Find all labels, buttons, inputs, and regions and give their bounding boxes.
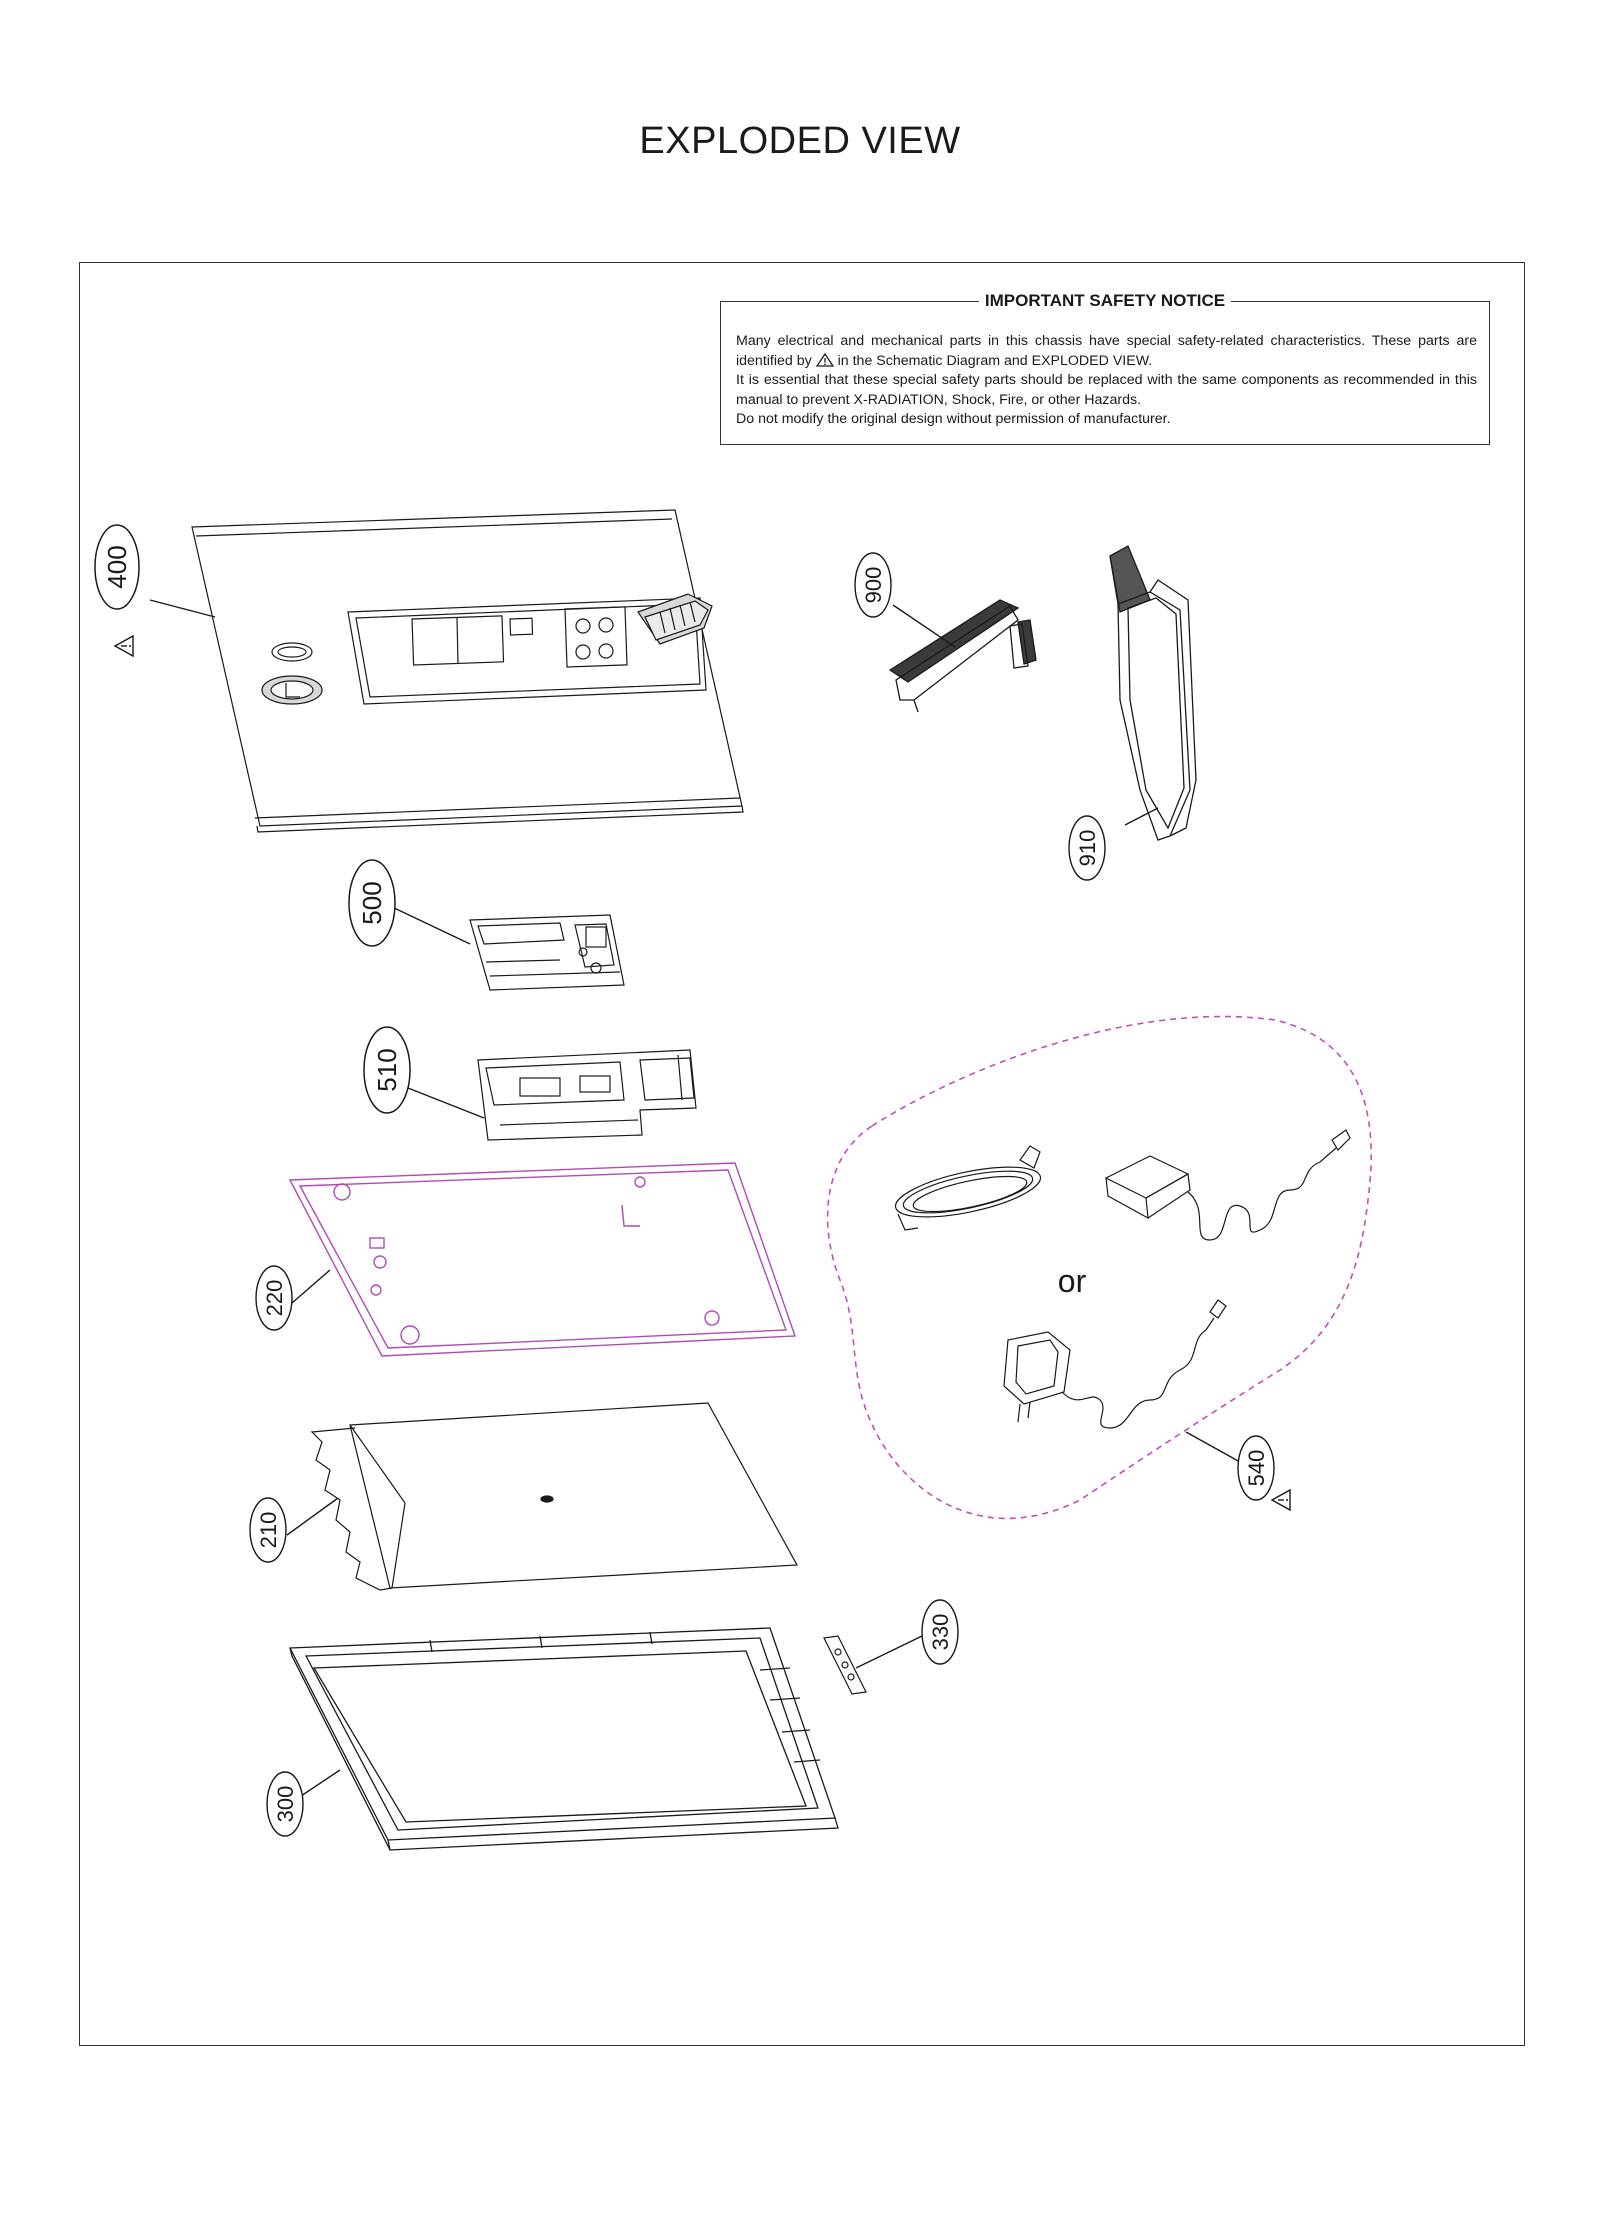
leader-500	[390, 906, 470, 944]
callout-910	[1069, 816, 1105, 880]
svg-text:330: 330	[928, 1613, 953, 1651]
svg-text:210: 210	[256, 1511, 281, 1549]
safety-notice-heading: IMPORTANT SAFETY NOTICE	[979, 291, 1231, 310]
part-210-panel	[312, 1403, 797, 1590]
notice-line1-b: in the Schematic Diagram and EXPLODED VIEW.	[837, 352, 1153, 369]
notice-line1-a: Many electrical and mechanical parts in this chassis have special safety-related characteristics. These parts are identified by	[736, 333, 1477, 369]
callout-900	[855, 553, 891, 617]
or-label: or	[1057, 1263, 1087, 1299]
leader-330	[856, 1636, 922, 1668]
leader-220	[292, 1270, 330, 1303]
svg-text:500: 500	[357, 881, 387, 925]
leader-510	[408, 1088, 484, 1118]
notice-line3: Do not modify the original design without permission of manufacturer.	[736, 411, 1171, 427]
svg-text:540: 540	[1244, 1449, 1269, 1487]
svg-text:300: 300	[273, 1785, 298, 1823]
power-cord	[891, 1146, 1044, 1230]
callout-220	[256, 1266, 292, 1330]
part-910-stand-base	[1110, 546, 1196, 840]
leader-540	[1186, 1432, 1240, 1462]
part-400-back-cover	[192, 510, 743, 832]
part-510-bracket	[478, 1050, 696, 1140]
part-900-stand-neck	[890, 600, 1036, 712]
callout-210	[250, 1498, 286, 1562]
part-300-bezel	[290, 1628, 838, 1850]
callout-500	[349, 860, 395, 946]
wall-adapter	[1004, 1300, 1226, 1428]
leader-400	[150, 600, 215, 617]
ac-adapter-brick	[1106, 1130, 1350, 1240]
svg-text:510: 510	[372, 1048, 402, 1092]
svg-text:220: 220	[262, 1279, 287, 1317]
callout-330	[922, 1600, 958, 1664]
svg-text:400: 400	[102, 545, 132, 589]
leader-210	[287, 1498, 338, 1535]
svg-text:900: 900	[861, 566, 886, 604]
warning-triangle-icon	[1272, 1490, 1290, 1510]
notice-line2: It is essential that these special safety parts should be replaced with the same components as recommended in this manual to prevent X-RADIATION, Shock, Fire, or other Hazards.	[736, 372, 1477, 408]
callout-540	[1238, 1436, 1274, 1500]
part-500-board	[470, 915, 624, 990]
part-220-frame	[290, 1163, 795, 1356]
page-title: EXPLODED VIEW	[639, 120, 961, 162]
callout-400	[95, 525, 139, 609]
part-330-key-board	[824, 1636, 866, 1694]
svg-text:910: 910	[1075, 829, 1100, 867]
adapter-options-group-outline	[828, 1017, 1372, 1519]
leader-910	[1125, 808, 1158, 825]
warning-triangle-icon	[115, 636, 133, 656]
callout-300	[267, 1772, 303, 1836]
leader-900	[893, 605, 955, 647]
callout-510	[364, 1027, 410, 1113]
